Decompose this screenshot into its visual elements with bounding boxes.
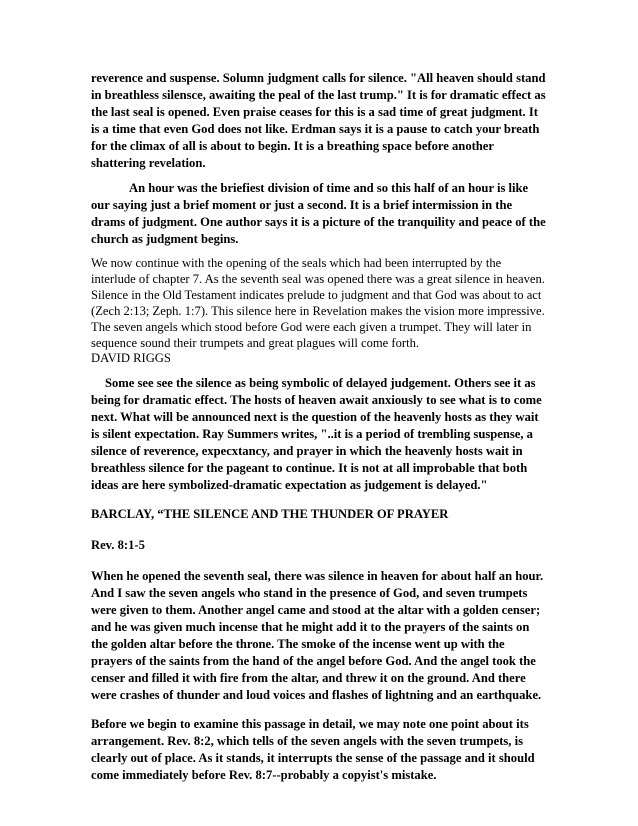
paragraph-delayed-judgement: Some see see the silence as being symbolic of delayed judgement. Others see it as being for dramatic effect. The hosts of heaven await anxiously to see what is to come next. What will be announced next is the question of the heavenly hosts as they wait is silent expectation. Ray Summers writes, "..it is a period of trembling suspense, a silence of reverence, expecxtancy, and prayer in which the heavenly hosts wait in breathless silence for the pageant to continue. It is not at all improbable that both ideas are here symbolized-dramatic expectation as judgement is delayed." — [91, 376, 542, 493]
paragraph-half-hour: An hour was the briefiest division of time and so this half of an hour is like our saying just a brief moment or just a second. It is a brief intermission in the drams of judgment. One author says it is a picture of the tranquility and peace of the church as judgment begins. — [91, 181, 546, 246]
scripture-passage: When he opened the seventh seal, there was silence in heaven for about half an hour. And I saw the seven angels who stand in the presence of God, and seven trumpets were given to them. Another angel came and stood at the altar with a golden censer; and he was given much incense that he might add it to the prayers of the saints on the golden altar before the throne. The smoke of the incense went up with the prayers of the saints from the hand of the angel before God. And the angel took the censer and filled it with fire from the altar, and threw it on the ground. And there were crashes of thunder and loud voices and flashes of lightning and an earthquake. — [91, 569, 544, 703]
section-heading: BARCLAY, “THE SILENCE AND THE THUNDER OF PRAYER — [91, 507, 449, 522]
scripture-reference: Rev. 8:1-5 — [91, 538, 145, 553]
text-column — [91, 70, 547, 784]
paragraph-arrangement: Before we begin to examine this passage in detail, we may note one point about its arrangement. Rev. 8:2, which tells of the seven angels with the seven trumpets, is clearly out of place. As it stands, it interrupts the sense of the passage and it should come immediately before Rev. 8:7--probably a copyist's mistake. — [91, 717, 535, 783]
paragraph-silence-reverence: reverence and suspense. Solumn judgment calls for silence. "All heaven should stand in breathless silensce, awaiting the peal of the last trump." It is for dramatic effect as the last seal is opened. Even praise ceases for this is a sad time of great judgment. It is a time that even God does not like. Erdman says it is a pause to catch your breath for the climax of all is about to begin. It is a breathing space before another shattering revelation. — [91, 71, 546, 170]
author-attribution: DAVID RIGGS — [91, 351, 171, 366]
paragraph-seals-continue: We now continue with the opening of the seals which had been interrupted by the interlude of chapter 7. As the seventh seal was opened there was a great silence in heaven. Silence in the Old Testament indicates prelude to judgment and that God was about to act (Zech 2:13; Zeph. 1:7). This silence here in Revelation makes the vision more impressive. The seven angels which stood before God were each given a trumpet. They will later in sequence sound their trumpets and great plagues will come forth. — [91, 256, 545, 350]
